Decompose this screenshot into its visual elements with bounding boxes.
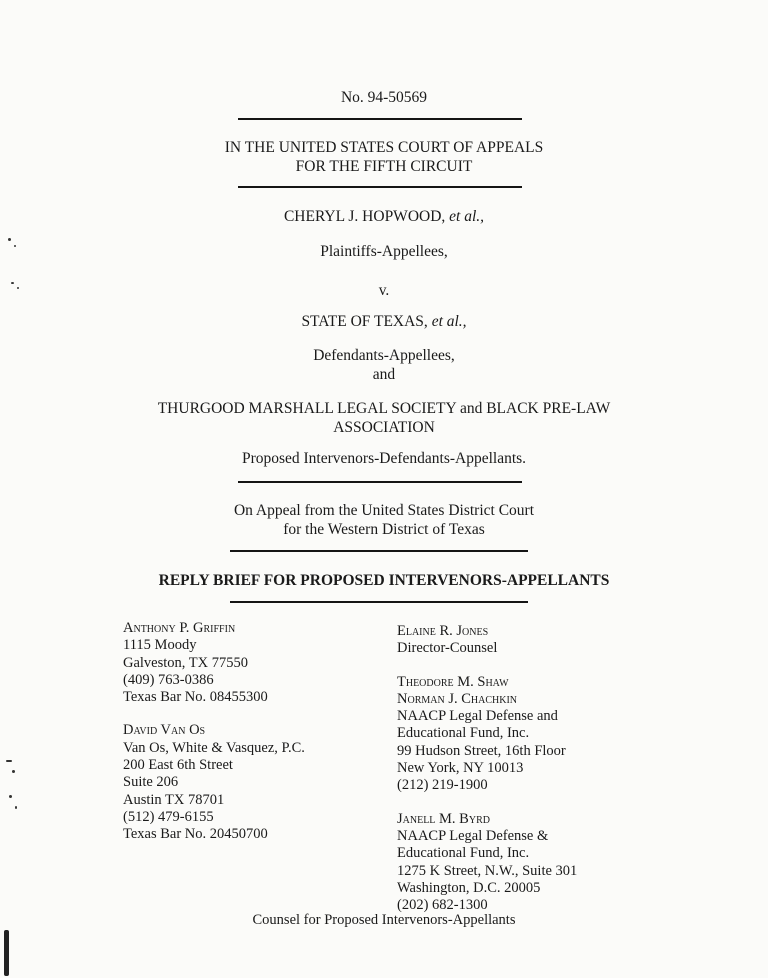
org-line: Educational Fund, Inc. (397, 725, 530, 742)
scan-speck (9, 795, 12, 798)
scan-speck (6, 760, 12, 762)
scan-speck (11, 282, 14, 284)
address-line: Austin TX 78701 (123, 791, 225, 808)
counsel-block (397, 623, 657, 658)
address-line: Washington, D.C. 20005 (397, 879, 541, 896)
scan-speck (12, 770, 15, 773)
appeal-line-1: On Appeal from the United States District Court (233, 502, 535, 519)
org-line: Educational Fund, Inc. (397, 845, 530, 862)
intervenor-role: Proposed Intervenors-Defendants-Appellants. (241, 450, 527, 467)
title-line: Director-Counsel (397, 640, 498, 657)
docket-number: No. 94-50569 (340, 89, 428, 106)
scan-speck (15, 806, 17, 809)
intervenor-line-1: THURGOOD MARSHALL LEGAL SOCIETY and BLACK PRE-LAW (157, 400, 611, 417)
phone-line: (212) 219-1900 (397, 777, 488, 794)
court-line-2: FOR THE FIFTH CIRCUIT (295, 158, 473, 175)
phone-line: (512) 479-6155 (123, 808, 214, 825)
scan-speck (14, 245, 16, 247)
address-line: 99 Hudson Street, 16th Floor (397, 742, 566, 759)
plaintiff-name: CHERYL J. HOPWOOD, et al., (283, 208, 485, 225)
firm-line: Van Os, White & Vasquez, P.C. (123, 739, 305, 756)
versus: v. (378, 282, 390, 299)
attorney-name: Anthony P. Griffin (123, 620, 236, 636)
intervenor-line-2: ASSOCIATION (333, 419, 435, 436)
and-text: and (372, 366, 396, 383)
rule-3 (238, 481, 522, 483)
attorney-name: David Van Os (123, 722, 206, 739)
address-line: Galveston, TX 77550 (123, 654, 248, 671)
rule-2 (238, 186, 522, 188)
counsel-block (123, 722, 363, 843)
brief-title: REPLY BRIEF FOR PROPOSED INTERVENORS-APPELLANTS (158, 572, 610, 589)
right-counsel-column (397, 623, 657, 930)
attorney-name: Norman J. Chachkin (397, 690, 517, 707)
appeal-line-2: for the Western District of Texas (283, 521, 485, 538)
court-line-1: IN THE UNITED STATES COURT OF APPEALS (224, 139, 544, 156)
bar-number: Texas Bar No. 20450700 (123, 826, 268, 843)
address-line: 200 East 6th Street (123, 757, 233, 774)
address-line: New York, NY 10013 (397, 760, 524, 777)
org-line: NAACP Legal Defense and (397, 708, 558, 725)
attorney-name: Theodore M. Shaw (397, 673, 509, 690)
address-line: 1115 Moody (123, 637, 197, 654)
counsel-block (123, 620, 363, 706)
defendant-role: Defendants-Appellees, (313, 347, 455, 364)
plaintiff-role: Plaintiffs-Appellees, (320, 243, 448, 260)
org-line: NAACP Legal Defense & (397, 827, 549, 844)
scan-speck (8, 238, 11, 241)
address-line: 1275 K Street, N.W., Suite 301 (397, 862, 578, 879)
attorney-name: Elaine R. Jones (397, 623, 489, 639)
defendant-name: STATE OF TEXAS, et al., (301, 313, 467, 330)
scan-speck (17, 287, 19, 289)
footer-counsel: Counsel for Proposed Intervenors-Appellants (252, 912, 516, 928)
rule-5 (230, 601, 528, 603)
phone-line: (202) 682-1300 (397, 897, 488, 914)
counsel-block (397, 811, 657, 915)
rule-4 (230, 550, 528, 552)
attorney-name: Janell M. Byrd (397, 810, 490, 827)
rule-1 (238, 118, 522, 120)
left-counsel-column (123, 620, 363, 860)
scan-edge-mark (4, 930, 9, 976)
counsel-block (397, 674, 657, 795)
address-line: Suite 206 (123, 774, 179, 791)
bar-number: Texas Bar No. 08455300 (123, 689, 268, 706)
phone-line: (409) 763-0386 (123, 671, 214, 688)
